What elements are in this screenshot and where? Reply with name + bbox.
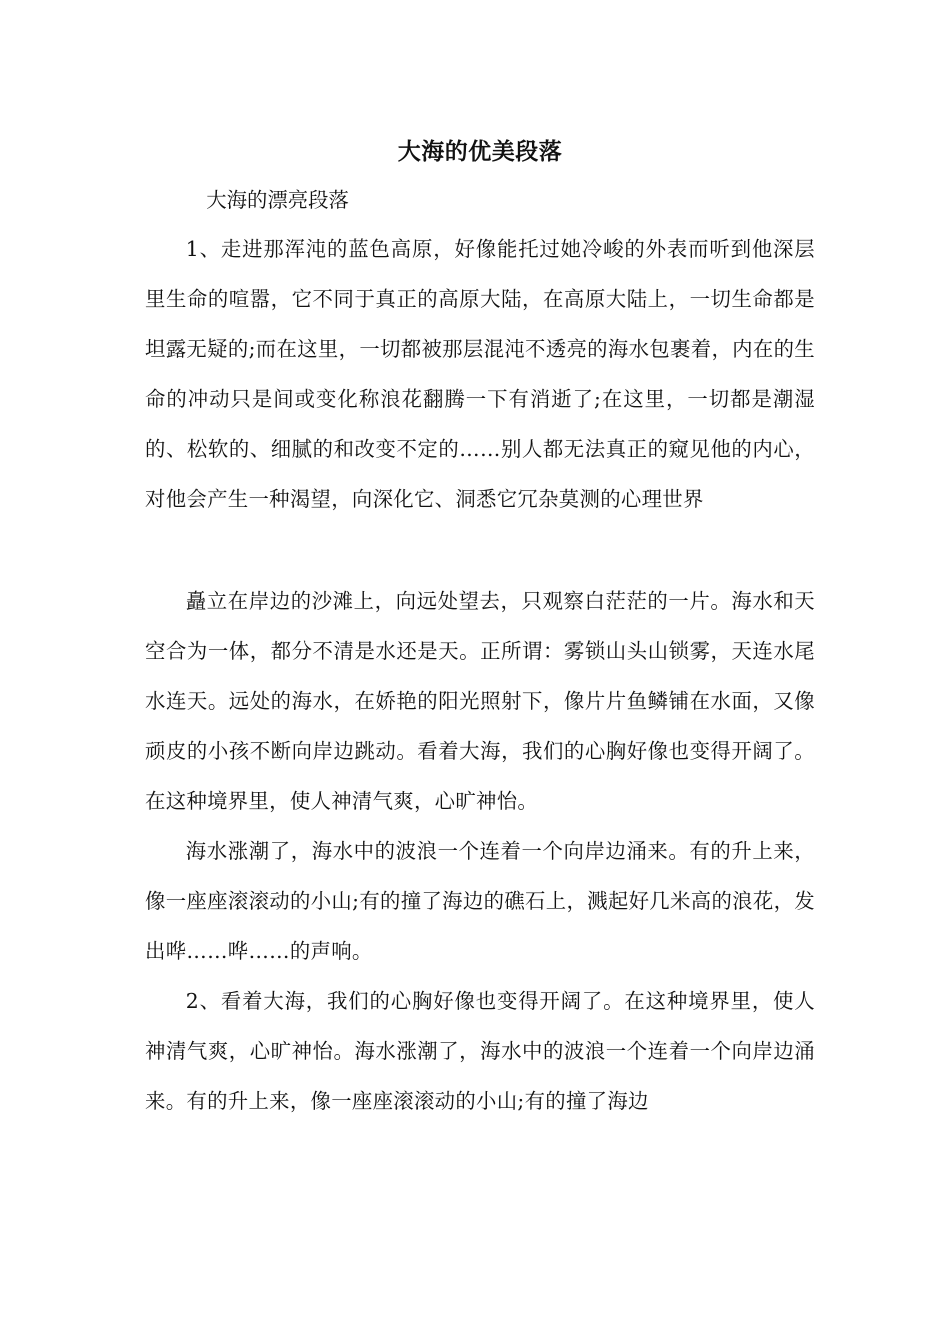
document-title: 大海的优美段落 [397, 138, 563, 165]
paragraph-2: 矗立在岸边的沙滩上，向远处望去，只观察白茫茫的一片。海水和天空合为一体，都分不清是水还是天。正所谓：雾锁山头山锁雾，天连水尾水连天。远处的海水，在娇艳的阳光照射下，像片片鱼鳞铺在水面，又像顽皮的小孩不断向岸边跳动。看着大海，我们的心胸好像也变得开阔了。在这种境界里，使人神清气爽，心旷神怡。 [145, 589, 815, 813]
paragraph-1: 1、走进那浑沌的蓝色高原，好像能托过她冷峻的外表而听到他深层里生命的喧嚣，它不同于真正的高原大陆，在高原大陆上，一切生命都是坦露无疑的;而在这里，一切都被那层混沌不透亮的海水包裹着，内在的生命的冲动只是间或变化称浪花翻腾一下有消逝了;在这里，一切都是潮湿的、松软的、细腻的和改变不定的……别人都无法真正的窥见他的内心，对他会产生一种渴望，向深化它、洞悉它冗杂莫测的心理世界 [145, 237, 815, 511]
document-subtitle: 大海的漂亮段落 [206, 188, 349, 212]
paragraph-4: 2、看着大海，我们的心胸好像也变得开阔了。在这种境界里，使人神清气爽，心旷神怡。海水涨潮了，海水中的波浪一个连着一个向岸边涌来。有的升上来，像一座座滚滚动的小山;有的撞了海边 [145, 989, 815, 1113]
document-body [145, 128, 815, 1126]
paragraph-gap [145, 524, 815, 576]
paragraph-3: 海水涨潮了，海水中的波浪一个连着一个向岸边涌来。有的升上来，像一座座滚滚动的小山;有的撞了海边的礁石上，溅起好几米高的浪花，发出哗……哗……的声响。 [145, 839, 815, 963]
